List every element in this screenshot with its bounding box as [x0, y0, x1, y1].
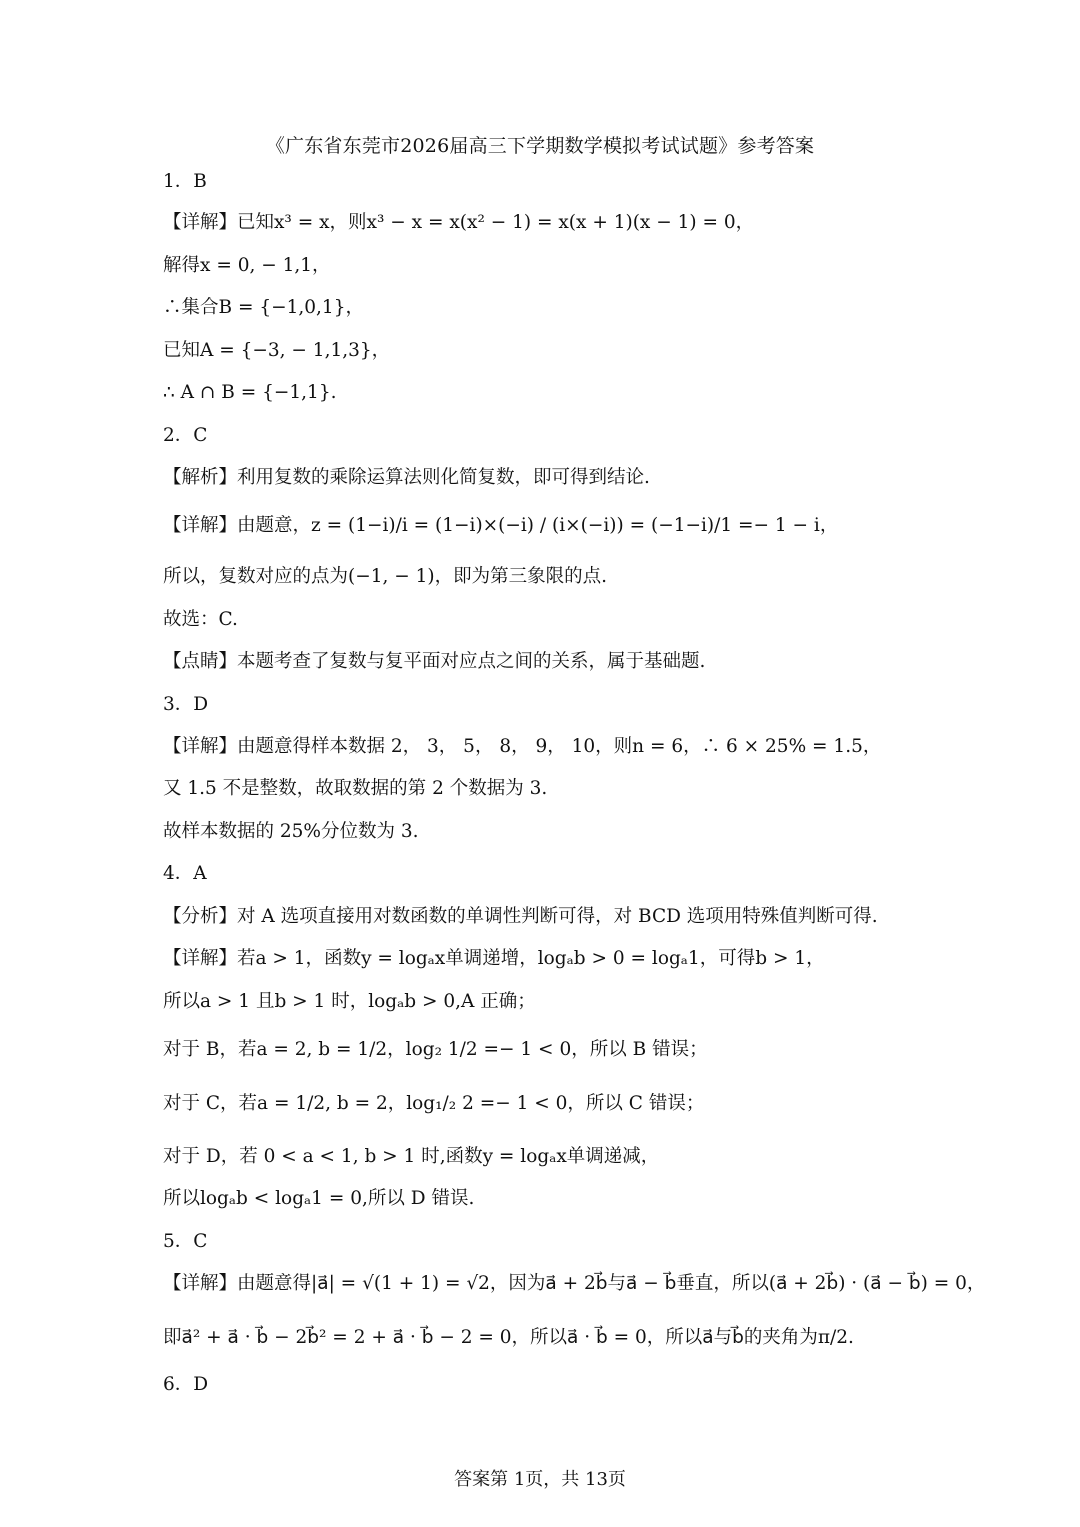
q4-detail-line: 所以logₐb < logₐ1 = 0,所以 D 错误.: [163, 1188, 475, 1209]
q4-detail-line: 对于 C，若a = 1/2, b = 2，log₁/₂ 2 =− 1 < 0，所以 C 错误；: [163, 1093, 705, 1114]
q3-detail-line: 【详解】由题意得样本数据 2， 3， 5， 8， 9， 10，则n = 6，∴ 6 × 25% = 1.5，: [163, 736, 882, 757]
q1-detail-line: ∴ A ∩ B = {−1,1}.: [163, 382, 337, 403]
q1-detail-line: 解得x = 0, − 1,1，: [163, 255, 331, 276]
q2-detail-line: 故选：C.: [163, 609, 238, 630]
q5-detail-line: 即a⃗² + a⃗ · b⃗ − 2b⃗² = 2 + a⃗ · b⃗ − 2 = 0，所以a⃗ · b⃗ = 0，所以a⃗与b⃗的夹角为π/2.: [163, 1327, 854, 1348]
q3-answer: 3．D: [163, 694, 209, 715]
q2-analysis-line: 【解析】利用复数的乘除运算法则化简复数，即可得到结论.: [163, 467, 650, 488]
q4-answer: 4．A: [163, 863, 207, 884]
q2-comment-line: 【点睛】本题考查了复数与复平面对应点之间的关系，属于基础题.: [163, 651, 706, 672]
q4-analysis-line: 【分析】对 A 选项直接用对数函数的单调性判断可得，对 BCD 选项用特殊值判断可得.: [163, 906, 878, 927]
q4-detail-line: 所以a > 1 且b > 1 时，logₐb > 0,A 正确；: [163, 991, 536, 1012]
q6-answer: 6．D: [163, 1374, 209, 1395]
q3-detail-line: 又 1.5 不是整数，故取数据的第 2 个数据为 3.: [163, 778, 548, 799]
q2-detail-line: 所以，复数对应的点为(−1, − 1)，即为第三象限的点.: [163, 566, 608, 587]
q4-detail-line: 【详解】若a > 1，函数y = logₐx单调递增，logₐb > 0 = logₐ1，可得b > 1，: [163, 948, 825, 969]
q4-detail-line: 对于 D，若 0 < a < 1, b > 1 时,函数y = logₐx单调递减，: [163, 1146, 660, 1167]
q1-detail-line: ∴集合B = {−1,0,1}，: [163, 297, 364, 318]
q2-answer: 2．C: [163, 425, 208, 446]
q4-detail-line: 对于 B，若a = 2, b = 1/2，log₂ 1/2 =− 1 < 0，所以 B 错误；: [163, 1039, 708, 1060]
q1-detail-line: 【详解】已知x³ = x，则x³ − x = x(x² − 1) = x(x + 1)(x − 1) = 0，: [163, 212, 755, 233]
page-number-footer: 答案第 1页，共 13页: [454, 1469, 626, 1490]
page-title: 《广东省东莞市2026届高三下学期数学模拟考试试题》参考答案: [265, 135, 815, 157]
q5-detail-line: 【详解】由题意得|a⃗| = √(1 + 1) = √2，因为a⃗ + 2b⃗与a⃗ − b⃗垂直，所以(a⃗ + 2b⃗) · (a⃗ − b⃗) = 0，: [163, 1273, 986, 1294]
q2-detail-line: 【详解】由题意，z = (1−i)/i = (1−i)×(−i) / (i×(−i)) = (−1−i)/1 =− 1 − i，: [163, 515, 839, 536]
q1-answer: 1．B: [163, 171, 207, 192]
q1-detail-line: 已知A = {−3, − 1,1,3}，: [163, 340, 391, 361]
q3-detail-line: 故样本数据的 25%分位数为 3.: [163, 821, 419, 842]
q5-answer: 5．C: [163, 1231, 208, 1252]
